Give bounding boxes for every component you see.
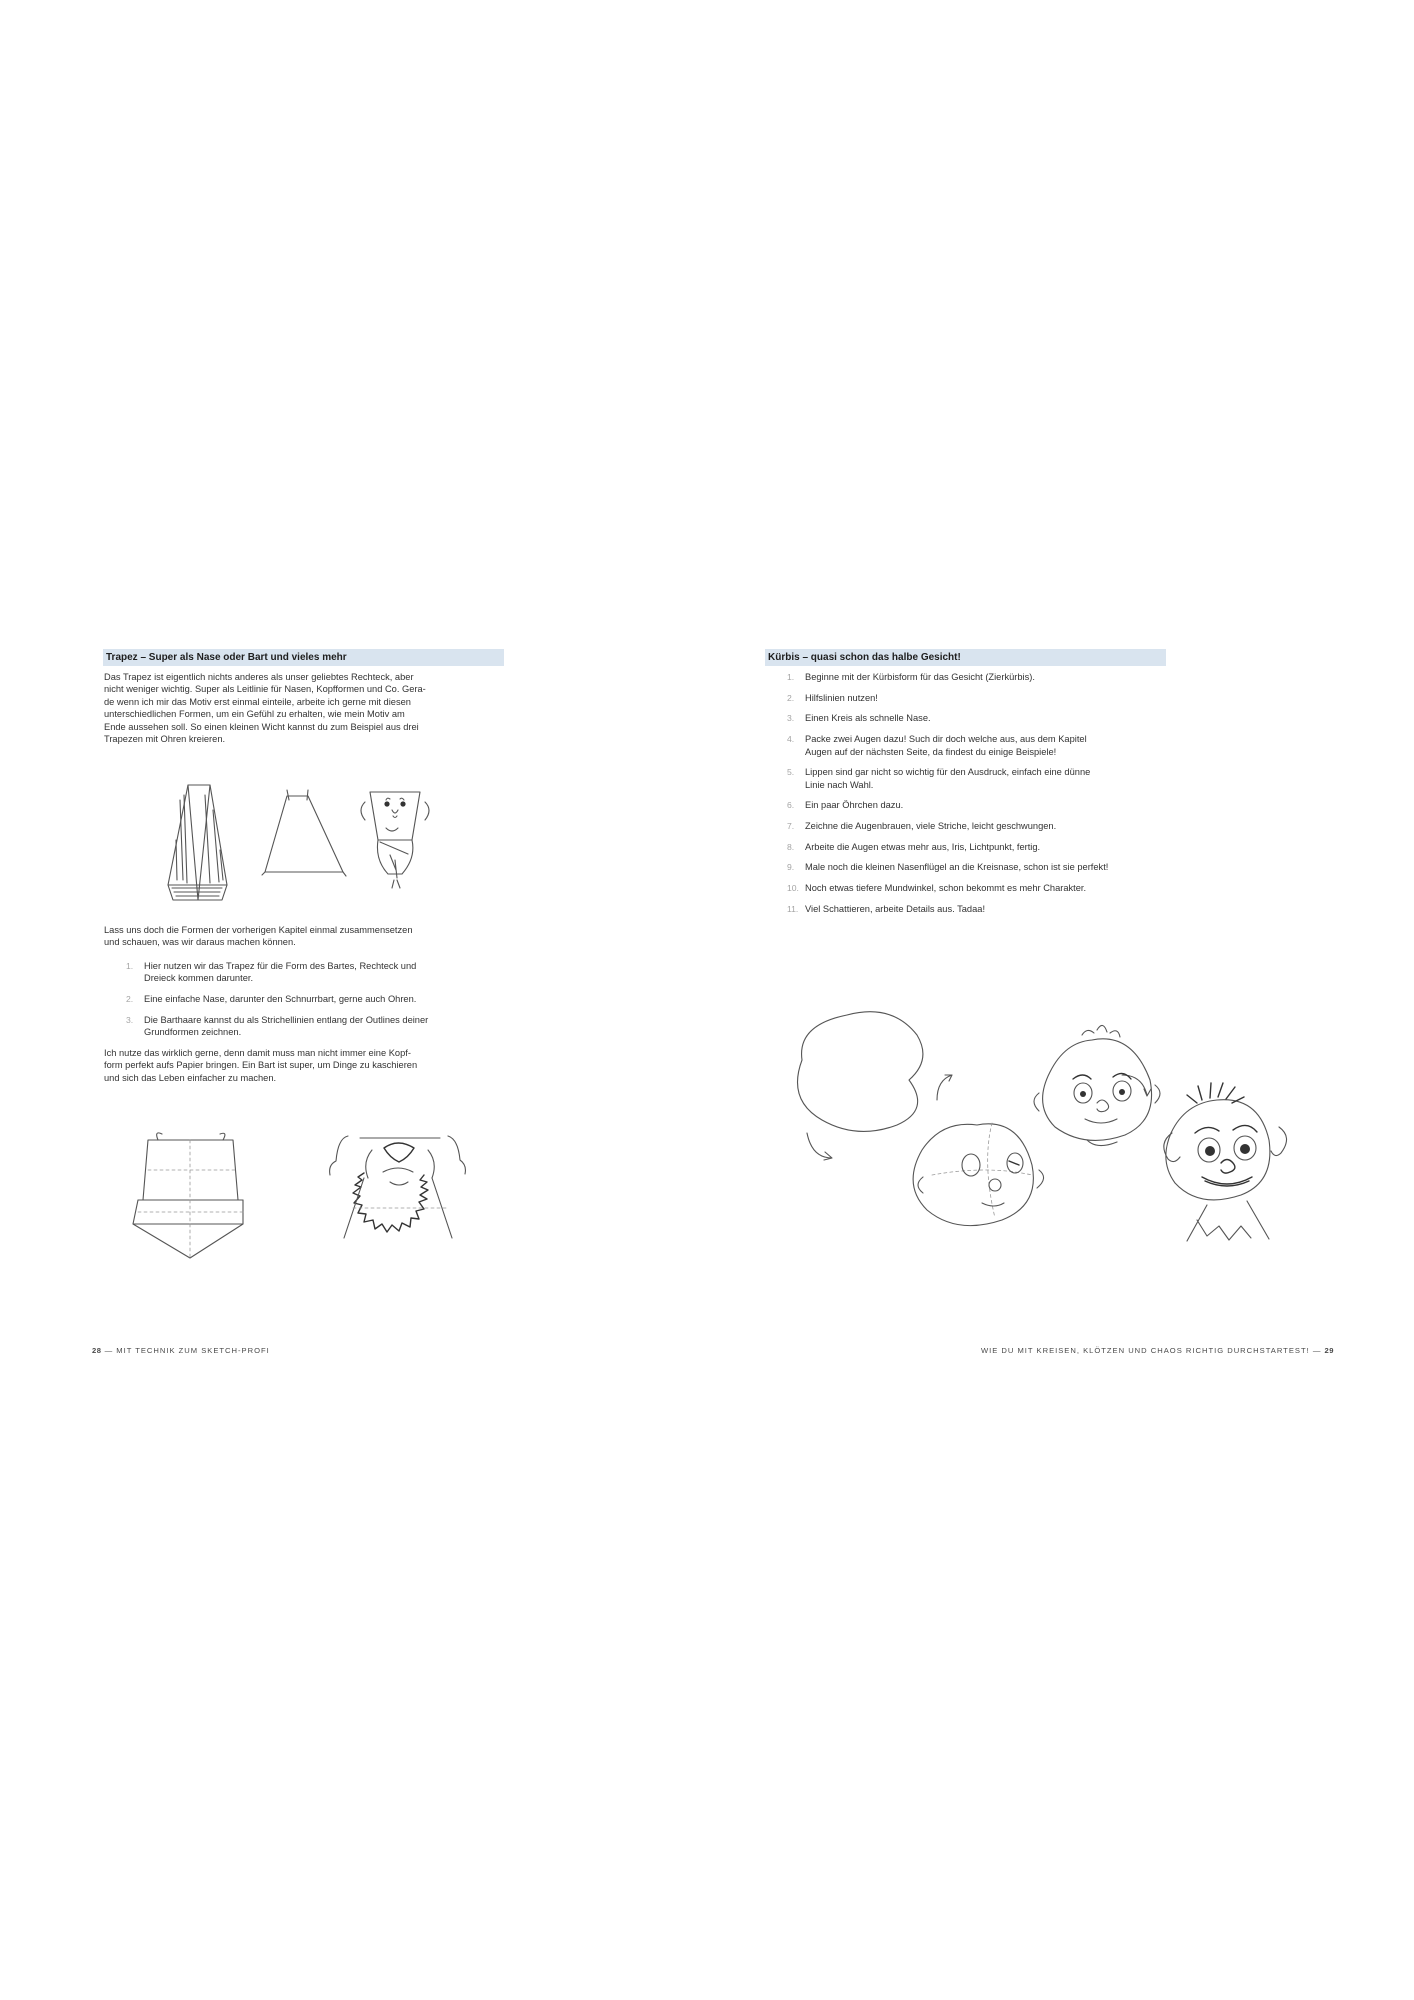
list-item-number: 1. — [126, 961, 134, 971]
text-line: und schauen, was wir daraus machen können. — [104, 937, 296, 948]
list-item-number: 6. — [787, 800, 795, 811]
list-item — [765, 692, 1185, 704]
list-item — [765, 820, 1185, 832]
list-item-number: 1. — [787, 672, 795, 682]
list-item-number: 2. — [126, 994, 134, 1004]
list-item-number: 5. — [787, 767, 795, 778]
list-item — [104, 1014, 524, 1039]
right-steps-list — [765, 671, 1185, 924]
list-item-text: Packe zwei Augen dazu! Such dir doch welche aus, aus dem Kapitel — [805, 734, 1087, 745]
left-page-footer: 28 — MIT TECHNIK ZUM SKETCH-PROFI — [92, 1346, 270, 1355]
list-item — [765, 712, 1185, 724]
intro-paragraph — [104, 671, 504, 745]
list-item-text: Viel Schattieren, arbeite Details aus. Tadaa! — [805, 903, 986, 914]
text-line: Trapezen mit Ohren kreieren. — [104, 734, 226, 745]
list-item-number: 10. — [787, 883, 799, 894]
text-line: unterschiedlichen Formen, um ein Gefühl zu erhalten, wie mein Motiv am — [104, 709, 405, 720]
list-item-number: 3. — [126, 1014, 134, 1025]
list-item — [765, 882, 1185, 894]
text-line: nicht weniger wichtig. Super als Leitlinie für Nasen, Kopfformen und Co. Gera- — [104, 684, 426, 695]
list-item-text: Die Barthaare kannst du als Strichellinien entlang der Outlines deiner — [144, 1014, 429, 1025]
list-item — [765, 733, 1185, 758]
trapezoid-sketches-illustration — [150, 780, 450, 905]
list-item-text: Eine einfache Nase, darunter den Schnurrbart, gerne auch Ohren. — [144, 994, 417, 1004]
list-item-text: Zeichne die Augenbrauen, viele Striche, leicht geschwungen. — [805, 821, 1057, 832]
list-item — [765, 861, 1185, 873]
list-item-text: Hilfslinien nutzen! — [805, 692, 878, 703]
text-line: Das Trapez ist eigentlich nichts anderes als unser geliebtes Rechteck, aber — [104, 672, 414, 682]
list-item-text: Dreieck kommen darunter. — [144, 973, 254, 984]
list-item-text: Einen Kreis als schnelle Nase. — [805, 713, 931, 724]
pumpkin-face-sketches-illustration — [777, 1005, 1297, 1285]
left-steps-list — [104, 960, 524, 1047]
list-item — [765, 671, 1185, 683]
list-item-text: Augen auf der nächsten Seite, da findest du einige Beispiele! — [805, 746, 1057, 757]
text-line: form perfekt aufs Papier bringen. Ein Bart ist super, um Dinge zu kaschieren — [104, 1060, 418, 1071]
list-item-text: Ein paar Öhrchen dazu. — [805, 800, 904, 811]
section-heading-kuerbis: Kürbis – quasi schon das halbe Gesicht! — [765, 649, 1166, 666]
list-item-number: 9. — [787, 862, 795, 873]
footer-title-left: MIT TECHNIK ZUM SKETCH-PROFI — [116, 1346, 270, 1355]
list-item-number: 8. — [787, 841, 795, 852]
list-item-number: 7. — [787, 821, 795, 832]
list-item-text: Linie nach Wahl. — [805, 779, 874, 790]
list-item-text: Noch etwas tiefere Mundwinkel, schon bekommt es mehr Charakter. — [805, 883, 1087, 894]
list-item — [765, 841, 1185, 853]
list-item-number: 2. — [787, 692, 795, 703]
page-number-right: 29 — [1324, 1346, 1334, 1355]
list-item-number: 4. — [787, 734, 795, 745]
right-page-footer: WIE DU MIT KREISEN, KLÖTZEN UND CHAOS RICHTIG DURCHSTARTEST! — 29 — [980, 1346, 1334, 1355]
list-item-number: 3. — [787, 713, 795, 724]
text-line: Lass uns doch die Formen der vorherigen Kapitel einmal zusammensetzen — [104, 925, 413, 935]
second-paragraph — [104, 924, 504, 949]
list-item-number: 11. — [787, 903, 799, 914]
list-item — [104, 993, 524, 1005]
list-item-text: Male noch die kleinen Nasenflügel an die Kreisnase, schon ist sie perfekt! — [805, 862, 1109, 873]
list-item-text: Grundformen zeichnen. — [144, 1027, 242, 1037]
text-line: und sich das Leben einfacher zu machen. — [104, 1072, 277, 1083]
list-item — [765, 903, 1185, 915]
text-line: Ende aussehen soll. So einen kleinen Wicht kannst du zum Beispiel aus drei — [104, 721, 419, 732]
list-item-text: Hier nutzen wir das Trapez für die Form des Bartes, Rechteck und — [144, 961, 417, 971]
text-line: Ich nutze das wirklich gerne, denn damit muss man nicht immer eine Kopf- — [104, 1048, 411, 1058]
closing-paragraph — [104, 1047, 504, 1084]
list-item — [765, 799, 1185, 811]
list-item-text: Beginne mit der Kürbisform für das Gesicht (Zierkürbis). — [805, 672, 1035, 682]
list-item-text: Lippen sind gar nicht so wichtig für den Ausdruck, einfach eine dünne — [805, 767, 1091, 778]
list-item — [104, 960, 524, 985]
list-item-text: Arbeite die Augen etwas mehr aus, Iris, Lichtpunkt, fertig. — [805, 841, 1041, 852]
footer-title-right: WIE DU MIT KREISEN, KLÖTZEN UND CHAOS RICHTIG DURCHSTARTEST! — [980, 1346, 1310, 1355]
beard-sketches-illustration — [128, 1128, 488, 1298]
section-heading-trapez: Trapez – Super als Nase oder Bart und vieles mehr — [103, 649, 504, 666]
page-number-left: 28 — [92, 1346, 102, 1355]
text-line: de wenn ich mir das Motiv erst einmal einteile, arbeite ich gerne mit diesen — [104, 696, 411, 707]
right-page — [707, 0, 1414, 2000]
list-item — [765, 766, 1185, 791]
